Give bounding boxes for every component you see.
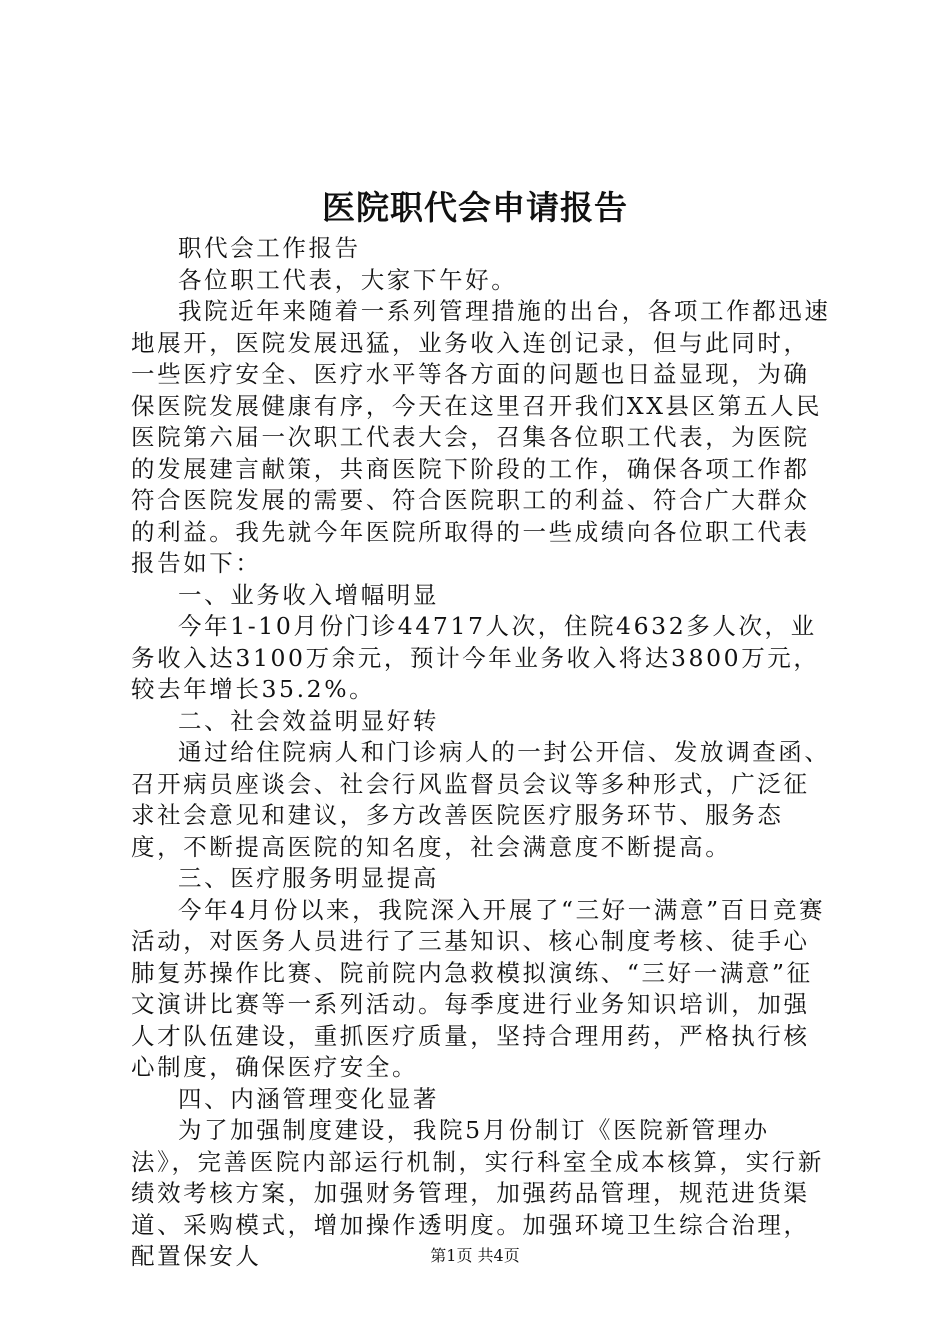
- paragraph-section-3: 今年4月份以来，我院深入开展了“三好一满意”百日竞赛活动，对医务人员进行了三基知识、核心制度考核、徒手心肺复苏操作比赛、院前院内急救模拟演练、“三好一满意”征文演讲比赛等一系列活动。每季度进行业务知识培训，加强人才队伍建设，重抓医疗质量，坚持合理用药，严格执行核心制度，确保医疗安全。: [131, 895, 826, 1081]
- section-heading-2: 二、社会效益明显好转: [178, 706, 439, 735]
- document-title: 医院职代会申请报告: [322, 188, 628, 227]
- section-heading-4: 四、内涵管理变化显著: [178, 1084, 439, 1113]
- document-body: [131, 233, 831, 1273]
- paragraph-section-2: 通过给住院病人和门诊病人的一封公开信、发放调查函、召开病员座谈会、社会行风监督员会议等多种形式，广泛征求社会意见和建议，多方改善医院医疗服务环节、服务态度，不断提高医院的知名度，社会满意度不断提高。: [131, 738, 831, 861]
- section-heading-3: 三、医疗服务明显提高: [178, 864, 439, 892]
- paragraph-heading: 职代会工作报告: [178, 234, 361, 262]
- page-number: 第1页 共4页: [430, 1246, 520, 1265]
- section-heading-1: 一、业务收入增幅明显: [178, 580, 439, 609]
- paragraph-greeting: 各位职工代表，大家下午好。: [178, 265, 518, 294]
- paragraph-intro: 我院近年来随着一系列管理措施的出台，各项工作都迅速地展开，医院发展迅猛，业务收入连创记录，但与此同时，一些医疗安全、医疗水平等各方面的问题也日益显现，为确保医院发展健康有序，今天在这里召开我们XX县区第五人民医院第六届一次职工代表大会，召集各位职工代表，为医院的发展建言献策，共商医院下阶段的工作，确保各项工作都符合医院发展的需要、符合医院职工的利益、符合广大群众的利益。我先就今年医院所取得的一些成绩向各位职工代表报告如下：: [131, 297, 831, 577]
- page-footer: [0, 1246, 950, 1266]
- paragraph-section-4: 为了加强制度建设，我院5月份制订《医院新管理办法》，完善医院内部运行机制，实行科室全成本核算，实行新绩效考核方案，加强财务管理，加强药品管理，规范进货渠道、采购模式，增加操作透明度。加强环境卫生综合治理，配置保安人: [131, 1116, 824, 1270]
- paragraph-section-1: 今年1-10月份门诊44717人次，住院4632多人次，业务收入达3100万余元，预计今年业务收入将达3800万元，较去年增长35.2%。: [131, 612, 820, 703]
